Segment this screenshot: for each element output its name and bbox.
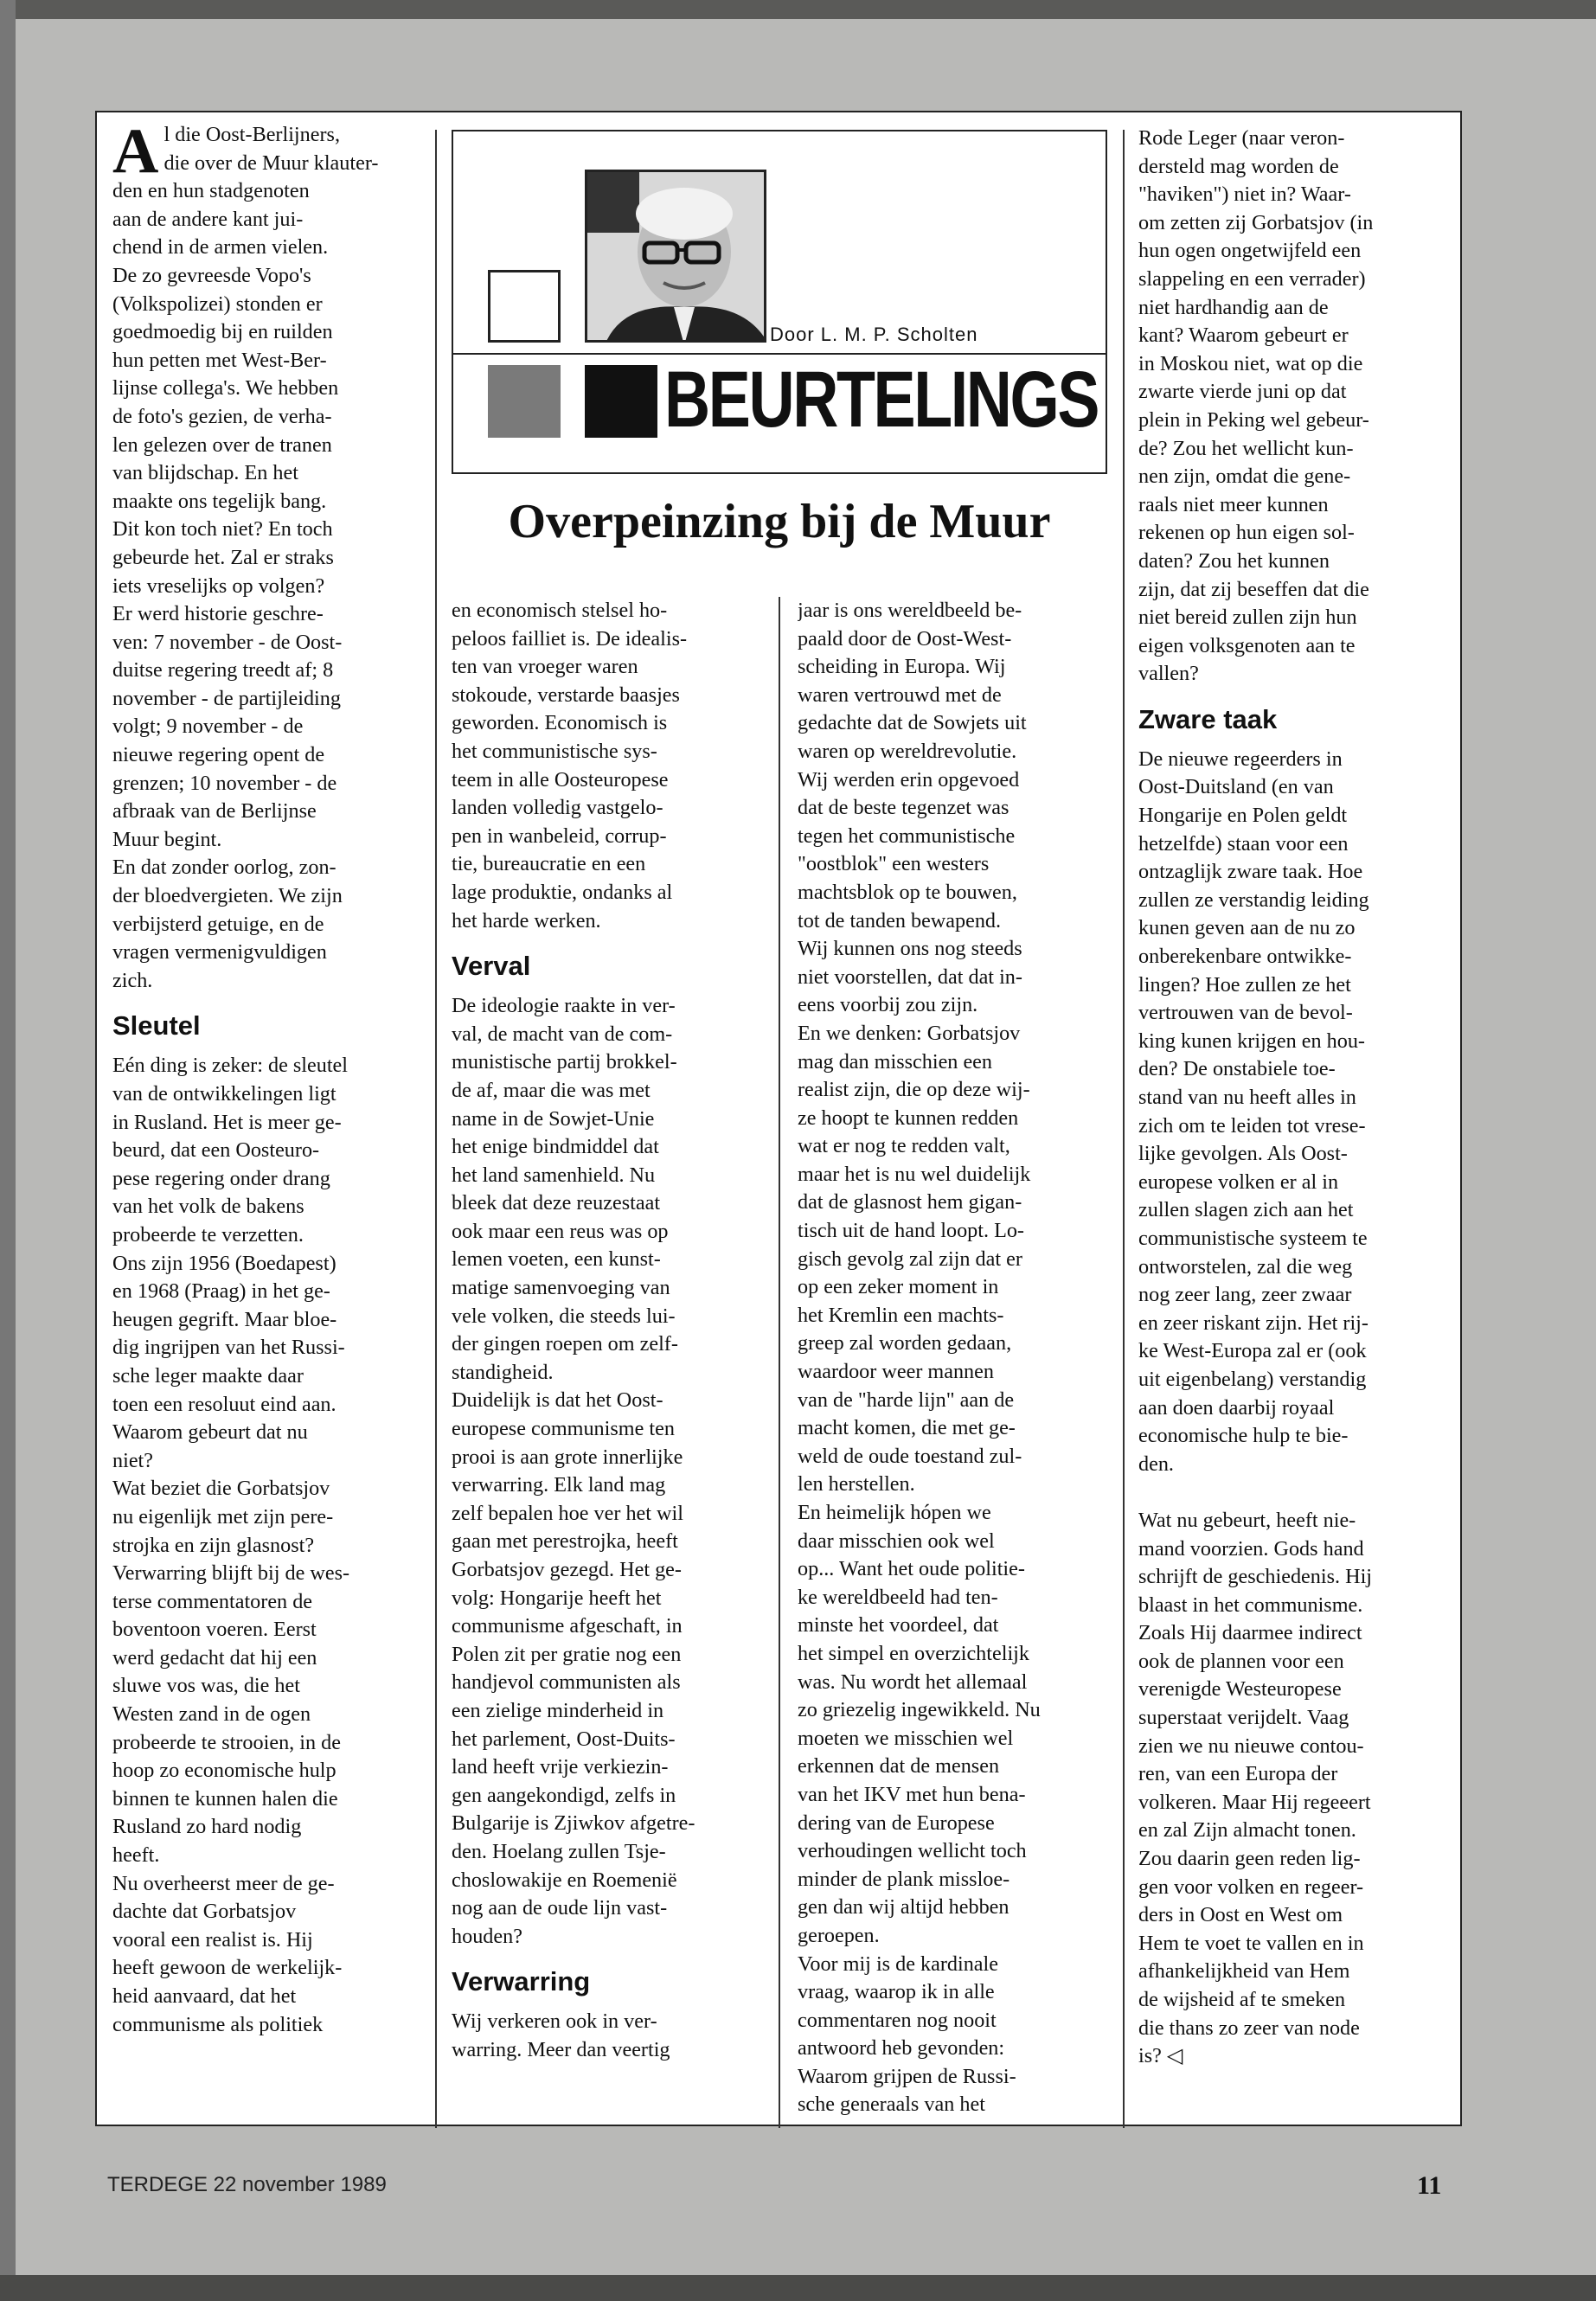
author-photo [585,170,766,343]
header-divider [453,353,1106,355]
col1-paragraph-1: l die Oost-Berlijners, die over de Muur klauter- den en hun stadgenoten aan de andere kant jui- chend in de armen vielen. De zo gevreesde Vopo's (Volkspolizei) stonden er goedmoedig bij en ruilden hun petten met West-Ber- lijnse collega's. We hebben de foto's gezien, de verha- len gelezen over de tranen van blijdschap. En het maakte ons tegelijk bang. Dit kon toch niet? En toch gebeurde het. Zal er straks iets vreselijks op volgen? Er werd historie geschre- ven: 7 november - de Oost- duitse regering treedt af; 8 november - de partijleiding volgt; 9 november - de nieuwe regering opent de grenzen; 10 november - de afbraak van de Berlijnse Muur begint. En dat zonder oorlog, zon- der bloedvergieten. We zijn verbijsterd getuige, en de vragen vermenigvuldigen zich. [112,123,379,992]
subhead-verval: Verval [452,951,531,982]
article-column-2 [452,597,759,2128]
scan-edge-top [0,0,1596,19]
decorative-square-grey [488,365,561,438]
column-rule-3 [1123,130,1125,2128]
col5-paragraph-3: Wat nu gebeurt, heeft nie- mand voorzien. Gods hand schrijft de geschiedenis. Hij blaast in het communisme. Zoals Hij daarmee indirect ook de plannen voor een verenigde Westeuropese superstaat verijdelt. Vaag zien we nu nieuwe contou- ren, van een Europa der volkeren. Maar Hij regeeert en zal Zijn almacht tonen. Zou daarin geen reden lig- gen voor volken en regeer- ders in Oost en West om Hem te voet te vallen en in afhankelijkheid van Hem de wijsheid af te smeken die thans zo zeer van node is? ◁ [1138,1508,1373,2068]
footer-publication: TERDEGE 22 november 1989 [107,2173,387,2196]
subhead-verwarring: Verwarring [452,1966,591,1997]
decorative-square-outline [488,270,561,343]
col5-paragraph-2: De nieuwe regeerders in Oost-Duitsland (en van Hongarije en Polen geldt hetzelfde) staan voor een ontzaglijk zware taak. Hoe zullen ze verstandig leiding kunen geven aan de nu zo onberekenbare ontwikke- lingen? Hoe zullen ze het vertrouwen van de bevol- king kunen krijgen en hou- den? De onstabiele toe- stand van nu heeft alles in zich om te leiden tot vrese- lijke gevolgen. Als Oost- europese volken er al in zullen slagen zich aan het communistische systeem te ontworstelen, zal die weg nog zeer lang, zeer zwaar en zeer riskant zijn. Het rij- ke West-Europa zal er (ook uit eigenbelang) verstandig aan doen daarbij royaal economische hulp te bie- den. [1138,747,1369,1476]
article-column-1 [112,121,417,2128]
article-column-4 [1138,125,1450,2128]
col3-paragraph-1: en economisch stelsel ho- peloos failliet is. De idealis- ten van vroeger waren stokoude, verstarde baasjes geworden. Economisch is het communistische sys- teem in alle Oosteuropese landen volledig vastgelo- pen in wanbeleid, corrup- tie, bureaucratie en een lage produktie, ondanks al het harde werken. [452,599,688,933]
byline: Door L. M. P. Scholten [770,324,978,345]
scan-edge-bottom [0,2275,1596,2301]
article-headline: Overpeinzing bij de Muur [508,495,1051,548]
column-rule-2 [779,597,780,2128]
subhead-zware-taak: Zware taak [1138,703,1278,734]
page-number: 11 [1417,2171,1442,2200]
col3-paragraph-3: Wij verkeren ook in ver- warring. Meer dan veertig [452,2009,670,2061]
column-rule-1 [435,130,437,2128]
col5-paragraph-1: Rode Leger (naar veron- dersteld mag worden de "haviken") niet in? Waar- om zetten zij Gorbatsjov (in hun ogen ongetwijfeld een slappeling en een verrader) niet hardhandig aan de kant? Waarom gebeurt er in Moskou niet, wat op die zwarte vierde juni op dat plein in Peking wel gebeur- de? Zou het wellicht kun- nen zijn, omdat die gene- raals niet meer kunnen rekenen op hun eigen sol- daten? Zou het kunnen zijn, dat zij beseffen dat die niet bereid zullen zijn hun eigen volksgenoten aan te vallen? [1138,126,1374,686]
col1-paragraph-2: Eén ding is zeker: de sleutel van de ontwikkelingen ligt in Rusland. Het is meer ge- beurd, dat een Oosteuro- pese regering onder drang van het volk de bakens probeerde te verzetten. Ons zijn 1956 (Boedapest) en 1968 (Praag) in het ge- heugen gegrift. Maar bloe- dig ingrijpen van het Russi- sche leger maakte daar toen een resoluut eind aan. Waarom gebeurt dat nu niet? Wat beziet die Gorbatsjov nu eigenlijk met zijn pere- strojka en zijn glasnost? Verwarring blijft bij de wes- terse commentatoren de boventoon voeren. Eerst werd gedacht dat hij een sluwe vos was, die het Westen zand in de ogen probeerde te strooien, in de hoop zo economische hulp binnen te kunnen halen die Rusland zo hard nodig heeft. Nu overheerst meer de ge- dachte dat Gorbatsjov vooral een realist is. Hij heeft gewoon de werkelijk- heid aanvaard, dat het communisme als politiek [112,1054,350,2036]
scan-edge-left [0,0,16,2301]
col3-paragraph-2: De ideologie raakte in ver- val, de macht van de com- munistische partij brokkel- de af, maar die was met name in de Sowjet-Unie het enige bindmiddel dat het land samenhield. Nu bleek dat deze reuzestaat ook maar een reus was op lemen voeten, een kunst- matige samenvoeging van vele volken, die steeds lui- der gingen roepen om zelf- standigheid. Duidelijk is dat het Oost- europese communisme ten prooi is aan grote innerlijke verwarring. Elk land mag zelf bepalen hoe ver het wil gaan met perestrojka, heeft Gorbatsjov gezegd. Het ge- volg: Hongarije heeft het communisme afgeschaft, in Polen zit per gratie nog een handjevol communisten als een zielige minderheid in het parlement, Oost-Duits- land heeft vrije verkiezin- gen aangekondigd, zelfs in Bulgarije is Zjiwkov afgetre- den. Hoelang zullen Tsje- choslowakije en Roemenië nog aan de oude lijn vast- houden? [452,994,695,1948]
drop-cap: A [112,121,159,187]
portrait-illustration [587,172,766,343]
article-column-3 [798,597,1105,2128]
column-header-box [452,130,1107,474]
column-name: BEURTELINGS [664,356,1099,444]
col4-paragraph-1: jaar is ons wereldbeeld be- paald door de Oost-West- scheiding in Europa. Wij waren vertrouwd met de gedachte dat de Sowjets uit waren op wereldrevolutie. Wij werden erin opgevoed dat de beste tegenzet was tegen het communistische "oostblok" een westers machtsblok op te bouwen, tot de tanden bewapend. Wij kunnen ons nog steeds niet voorstellen, dat dat in- eens voorbij zou zijn. En we denken: Gorbatsjov mag dan misschien een realist zijn, die op deze wij- ze hoopt te kunnen redden wat er nog te redden valt, maar het is nu wel duidelijk dat de glasnost hem gigan- tisch uit de hand loopt. Lo- gisch gevolg zal zijn dat er op een zeker moment in het Kremlin een machts- greep zal worden gedaan, waardoor weer mannen van de "harde lijn" aan de macht komen, die met ge- weld de oude toestand zul- len herstellen. En heimelijk hópen we daar misschien ook wel op... Want het oude politie- ke wereldbeeld had ten- minste het voordeel, dat het simpel en overzichtelijk was. Nu wordt het allemaal zo griezelig ingewikkeld. Nu moeten we misschien wel erkennen dat de mensen van het IKV met hun bena- dering van de Europese verhoudingen wellicht toch minder de plank missloe- gen dan wij altijd hebben geroepen. Voor mij is de kardinale vraag, waarop ik in alle commentaren nog nooit antwoord heb gevonden: Waarom grijpen de Russi- sche generaals van het [798,599,1041,2117]
subhead-sleutel: Sleutel [112,1010,201,1042]
decorative-square-black [585,365,657,438]
